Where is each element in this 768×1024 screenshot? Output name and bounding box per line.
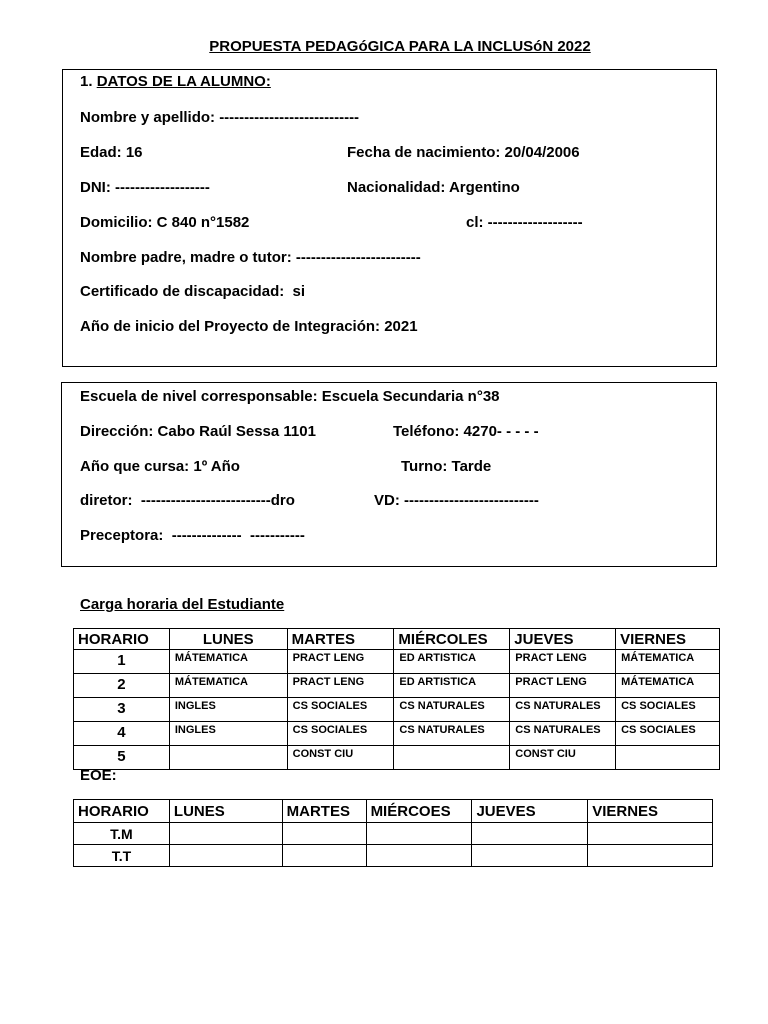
table-cell xyxy=(366,823,472,845)
header-cell: MIÉRCOES xyxy=(366,800,472,823)
schedule-header-row xyxy=(74,629,720,650)
table-cell xyxy=(282,823,366,845)
guardian-field: Nombre padre, madre o tutor: ------------------------- xyxy=(80,249,421,266)
student-section-heading xyxy=(80,73,271,90)
table-cell: 3 xyxy=(74,698,170,722)
shift-field: Turno: Tarde xyxy=(401,458,492,475)
birth-date-field: Fecha de nacimiento: 20/04/2006 xyxy=(347,144,580,161)
table-cell: CONST CIU xyxy=(287,746,394,770)
table-row xyxy=(74,845,713,867)
header-cell: LUNES xyxy=(169,629,287,650)
header-cell: VIERNES xyxy=(588,800,713,823)
table-cell xyxy=(169,845,282,867)
school-field: Escuela de nivel corresponsable: Escuela Secundaria n°38 xyxy=(80,388,500,405)
school-address-field: Dirección: Cabo Raúl Sessa 1101 xyxy=(80,423,316,440)
table-cell: CS SOCIALES xyxy=(616,722,720,746)
header-cell: HORARIO xyxy=(74,800,170,823)
schedule-table xyxy=(73,628,720,770)
table-cell: 4 xyxy=(74,722,170,746)
table-cell: CS SOCIALES xyxy=(287,698,394,722)
table-row xyxy=(74,674,720,698)
table-row xyxy=(74,823,713,845)
table-cell: CS SOCIALES xyxy=(616,698,720,722)
table-cell: T.T xyxy=(74,845,170,867)
table-cell xyxy=(169,823,282,845)
section-number: 1. xyxy=(80,73,93,90)
header-cell: HORARIO xyxy=(74,629,170,650)
table-cell: 5 xyxy=(74,746,170,770)
table-cell: PRACT LENG xyxy=(510,650,616,674)
table-cell: T.M xyxy=(74,823,170,845)
table-cell: 2 xyxy=(74,674,170,698)
nationality-field: Nacionalidad: Argentino xyxy=(347,179,520,196)
table-cell xyxy=(169,746,287,770)
project-start-year-field: Año de inicio del Proyecto de Integración: 2021 xyxy=(80,318,418,335)
table-cell: CS NATURALES xyxy=(394,698,510,722)
table-cell: CS NATURALES xyxy=(510,722,616,746)
vd-field: VD: --------------------------- xyxy=(374,492,539,509)
table-cell xyxy=(282,845,366,867)
school-phone-field: Teléfono: 4270- - - - - xyxy=(393,423,539,440)
table-row xyxy=(74,650,720,674)
table-cell: CS SOCIALES xyxy=(287,722,394,746)
table-cell: CS NATURALES xyxy=(510,698,616,722)
student-name-field: Nombre y apellido: ---------------------------- xyxy=(80,109,360,126)
schedule-heading: Carga horaria del Estudiante xyxy=(80,596,285,613)
table-cell xyxy=(394,746,510,770)
address-field: Domicilio: C 840 n°1582 xyxy=(80,214,250,231)
header-cell: VIERNES xyxy=(616,629,720,650)
table-cell xyxy=(588,823,713,845)
director-field: diretor: --------------------------dro xyxy=(80,492,295,509)
table-cell: CS NATURALES xyxy=(394,722,510,746)
preceptor-field: Preceptora: -------------- ----------- xyxy=(80,527,305,544)
section-label: DATOS DE LA ALUMNO: xyxy=(96,73,271,90)
eoe-table xyxy=(73,799,713,867)
dni-field: DNI: ------------------- xyxy=(80,179,210,196)
table-cell xyxy=(588,845,713,867)
table-row xyxy=(74,746,720,770)
grade-field: Año que cursa: 1º Año xyxy=(80,458,240,475)
table-cell: MÁTEMATICA xyxy=(616,674,720,698)
table-cell: PRACT LENG xyxy=(287,650,394,674)
header-cell: LUNES xyxy=(169,800,282,823)
header-cell: JUEVES xyxy=(472,800,588,823)
table-cell: CONST CIU xyxy=(510,746,616,770)
disability-certificate-field: Certificado de discapacidad: si xyxy=(80,283,306,300)
table-cell xyxy=(366,845,472,867)
cell-field: cl: ------------------- xyxy=(466,214,583,231)
header-cell: MARTES xyxy=(282,800,366,823)
table-cell: MÁTEMATICA xyxy=(616,650,720,674)
document-title: PROPUESTA PEDAGóGICA PARA LA INCLUSóN 2022 xyxy=(209,38,591,55)
table-cell: ED ARTISTICA xyxy=(394,650,510,674)
eoe-header-row xyxy=(74,800,713,823)
table-cell: ED ARTISTICA xyxy=(394,674,510,698)
eoe-label: EOE: xyxy=(80,767,117,784)
header-cell: MIÉRCOLES xyxy=(394,629,510,650)
table-cell: INGLES xyxy=(169,698,287,722)
header-cell: MARTES xyxy=(287,629,394,650)
table-cell xyxy=(472,845,588,867)
table-row xyxy=(74,698,720,722)
table-cell: PRACT LENG xyxy=(287,674,394,698)
table-cell: INGLES xyxy=(169,722,287,746)
table-cell: MÁTEMATICA xyxy=(169,650,287,674)
table-cell xyxy=(616,746,720,770)
student-age-field: Edad: 16 xyxy=(80,144,143,161)
header-cell: JUEVES xyxy=(510,629,616,650)
table-cell: MÁTEMATICA xyxy=(169,674,287,698)
table-cell xyxy=(472,823,588,845)
table-cell: PRACT LENG xyxy=(510,674,616,698)
table-cell: 1 xyxy=(74,650,170,674)
table-row xyxy=(74,722,720,746)
